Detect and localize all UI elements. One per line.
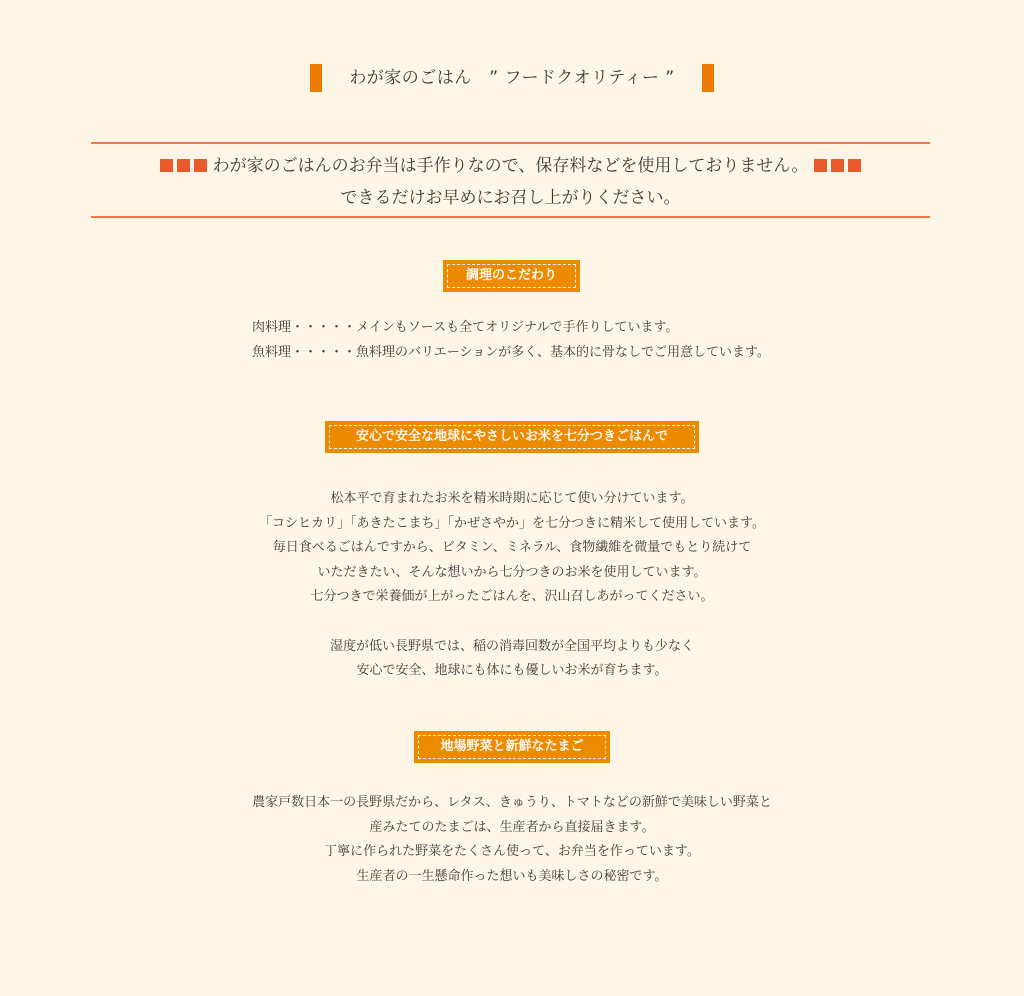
text-line: いただきたい、そんな想いから七分つきのお米を使用しています。 [317,564,707,580]
section-heading-label: 地場野菜と新鮮なたまご [418,735,606,759]
text-line: 農家戸数日本一の長野県だから、レタス、きゅうり、トマトなどの新鮮で美味しい野菜と [252,795,772,810]
text-line: 湿度が低い長野県では、稲の消毒回数が全国平均よりも少なく [329,638,694,654]
square-bullets-left [158,155,209,177]
text-line: 産みたてのたまごは、生産者から直接届きます。 [369,819,655,835]
text-line: 生産者の一生懸命作った想いも美味しさの秘密です。 [356,868,668,884]
section-heading-rice [325,421,699,453]
notice-line-1 [91,155,930,177]
text-line: 毎日食べるごはんですから、ビタミン、ミネラル、食物繊維を微量でもとり続けて [272,540,752,556]
section-heading-vegetables [414,731,610,763]
text-line: 安心で安全、地球にも体にも優しいお米が育ちます。 [356,663,668,679]
page-title: わが家のごはん ” フードクオリティー ” [349,68,675,88]
text-line: 「コシヒカリ」「あきたこまち」「かぜさやか」を七分つきに精米して使用しています。 [259,515,765,531]
title-bar-left [310,64,322,92]
notice-line-2: できるだけお早めにお召し上がりください。 [340,188,681,208]
page-header [0,64,1024,92]
text-line: 七分つきで栄養価が上がったごはんを、沢山召しあがってください。 [310,589,714,605]
text-line [0,610,1024,635]
section-heading-label: 安心で安全な地球にやさしいお米を七分つきごはんで [329,425,695,449]
section-body-vegetables [0,791,1024,889]
text-line: 丁寧に作られた野菜をたくさん使って、お弁当を作っています。 [324,844,700,860]
notice-box [91,142,930,218]
text-line: 肉料理・・・・・メインもソースも全てオリジナルで手作りしています。 [252,320,679,335]
section-heading-cooking [443,260,580,292]
text-line: 魚料理・・・・・魚料理のバリエーションが多く、基本的に骨なしでご用意しています。 [252,345,770,360]
section-body-rice [0,487,1024,684]
section-heading-label: 調理のこだわり [447,264,576,288]
square-bullets-right [812,155,863,177]
text-line: 松本平で育まれたお米を精米時期に応じて使い分けています。 [330,491,694,506]
title-bar-right [702,64,714,92]
notice-text-1: わが家のごはんのお弁当は手作りなので、保存料などを使用しておりません。 [212,156,809,176]
section-body-cooking [252,315,770,365]
